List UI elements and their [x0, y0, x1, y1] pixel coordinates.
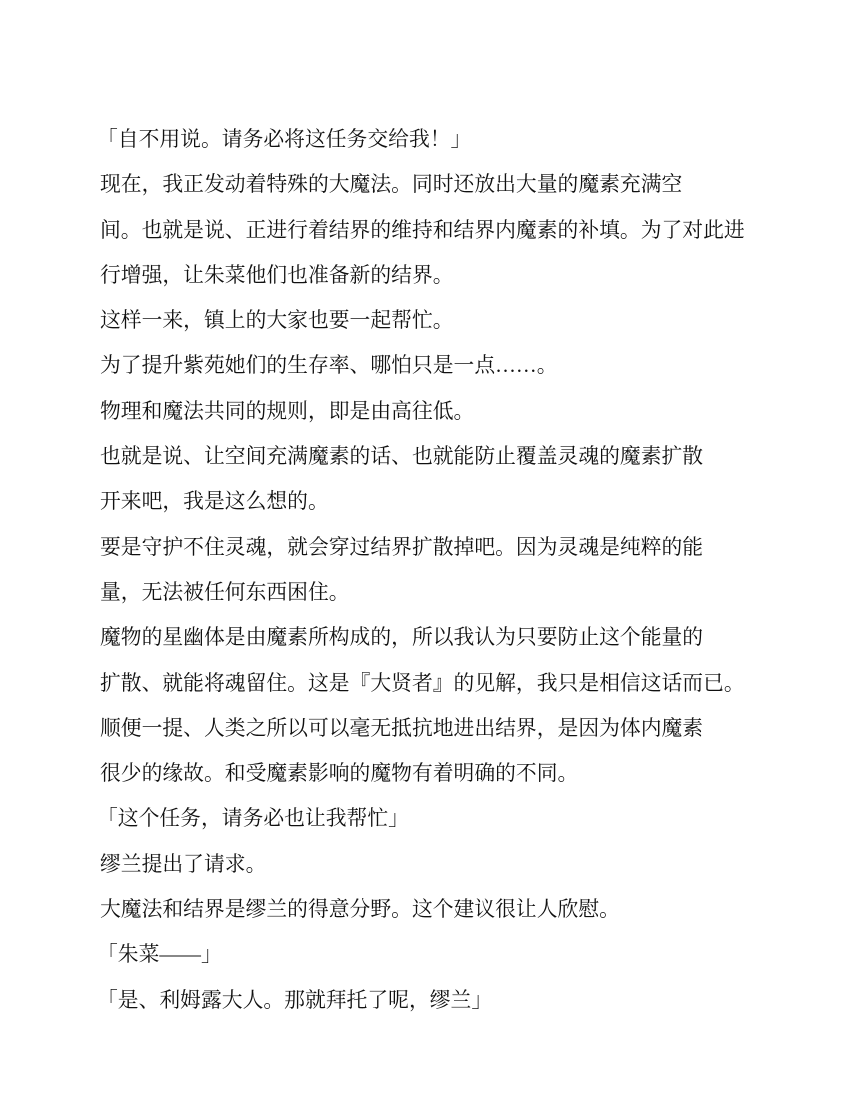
- text-line: 这样一来，镇上的大家也要一起帮忙。: [100, 309, 454, 333]
- text-line: 大魔法和结界是缪兰的得意分野。这个建议很让人欣慰。: [100, 898, 620, 922]
- text-line: 顺便一提、人类之所以可以毫无抵抗地进出结界，是因为体内魔素: [100, 716, 704, 740]
- text-line: 很少的缘故。和受魔素影响的魔物有着明确的不同。: [100, 762, 579, 786]
- text-line: 要是守护不住灵魂，就会穿过结界扩散掉吧。因为灵魂是纯粹的能: [100, 535, 704, 559]
- text-line: 开来吧，我是这么想的。: [100, 490, 329, 514]
- text-line: 缪兰提出了请求。: [100, 852, 267, 876]
- text-line: 「自不用说。请务必将这任务交给我！」: [97, 128, 472, 151]
- text-line: 为了提升紫苑她们的生存率、哪怕只是一点……。: [100, 354, 558, 378]
- text-line: 现在，我正发动着特殊的大魔法。同时还放出大量的魔素充满空: [100, 173, 683, 197]
- text-line: 物理和魔法共同的规则，即是由高往低。: [100, 399, 475, 423]
- text-line: 「是、利姆露大人。那就拜托了呢，缪兰」: [97, 988, 493, 1012]
- text-line: 扩散、就能将魂留住。这是『大贤者』的见解，我只是相信这话而已。: [100, 671, 745, 695]
- text-line: 也就是说、让空间充满魔素的话、也就能防止覆盖灵魂的魔素扩散: [100, 445, 704, 469]
- text-line: 行增强，让朱菜他们也准备新的结界。: [100, 263, 454, 287]
- text-line: 魔物的星幽体是由魔素所构成的，所以我认为只要防止这个能量的: [100, 626, 704, 650]
- text-line: 间。也就是说、正进行着结界的维持和结界内魔素的补填。为了对此进: [100, 218, 745, 242]
- text-line: 「这个任务，请务必也让我帮忙」: [97, 807, 409, 831]
- text-line: 量，无法被任何东西困住。: [100, 580, 350, 604]
- text-line: 「朱菜——」: [97, 943, 222, 967]
- document-body: [97, 117, 745, 1023]
